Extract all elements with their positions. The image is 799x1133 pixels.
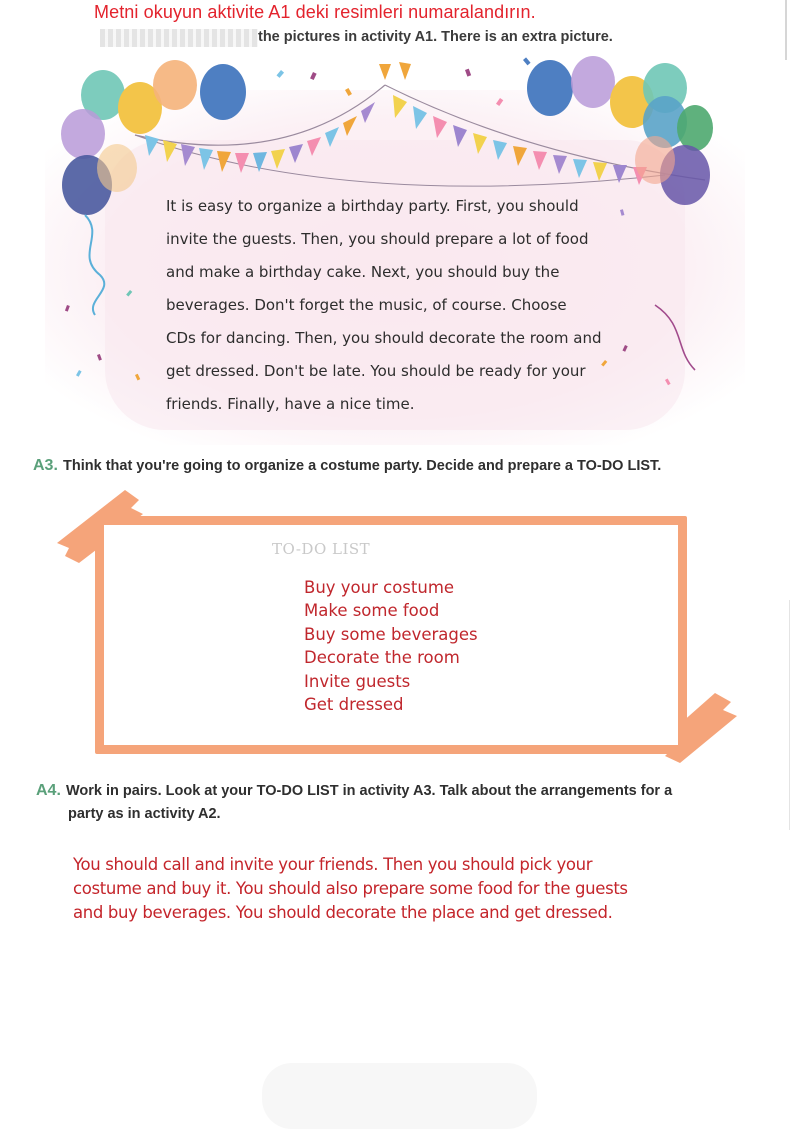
scan-smudge [262,1063,537,1129]
party-illustration [45,50,745,445]
answer-line: and buy beverages. You should decorate the place and get dressed. [73,903,613,922]
story-line: It is easy to organize a birthday party. First, you should [166,197,579,215]
story-line: CDs for dancing. Then, you should decorate the room and [166,329,602,347]
story-line: and make a birthday cake. Next, you should buy the [166,263,560,281]
handwritten-answer [73,853,713,925]
a4-text-line1: Work in pairs. Look at your TO-DO LIST in activity A3. Talk about the arrangements for a [66,783,673,799]
todo-item: Decorate the room [304,648,460,668]
story-line: friends. Finally, have a nice time. [166,395,415,413]
todo-item: Get dressed [304,694,404,714]
todo-item: Invite guests [304,671,411,691]
story-line: beverages. Don't forget the music, of course. Choose [166,296,567,314]
todo-title: TO-DO LIST [272,540,371,558]
handwritten-title: Metni okuyun aktivite A1 deki resimleri numaralandırın. [94,2,536,22]
faded-instruction-start [100,29,258,47]
todo-item: Buy your costume [304,578,455,597]
story-line: get dressed. Don't be late. You should be ready for your [166,362,586,380]
todo-items [304,576,478,716]
a4-instruction [36,780,756,800]
a3-instruction [33,455,661,475]
a3-number: A3. [33,457,58,474]
activity-instruction: the pictures in activity A1. There is an extra picture. [258,29,613,45]
todo-item: Buy some beverages [304,624,478,644]
story-line: invite the guests. Then, you should prepare a lot of food [166,230,589,248]
story-text [166,190,616,421]
page-edge [789,600,790,830]
todo-item: Make some food [304,601,440,621]
answer-line: You should call and invite your friends. Then you should pick your [73,855,593,874]
answer-line: costume and buy it. You should also prepare some food for the guests [73,879,628,898]
a4-text-line2: party as in activity A2. [68,806,221,822]
page-edge [785,0,787,60]
a4-number: A4. [36,782,61,799]
a3-text: Think that you're going to organize a costume party. Decide and prepare a TO-DO LIST. [63,458,662,474]
